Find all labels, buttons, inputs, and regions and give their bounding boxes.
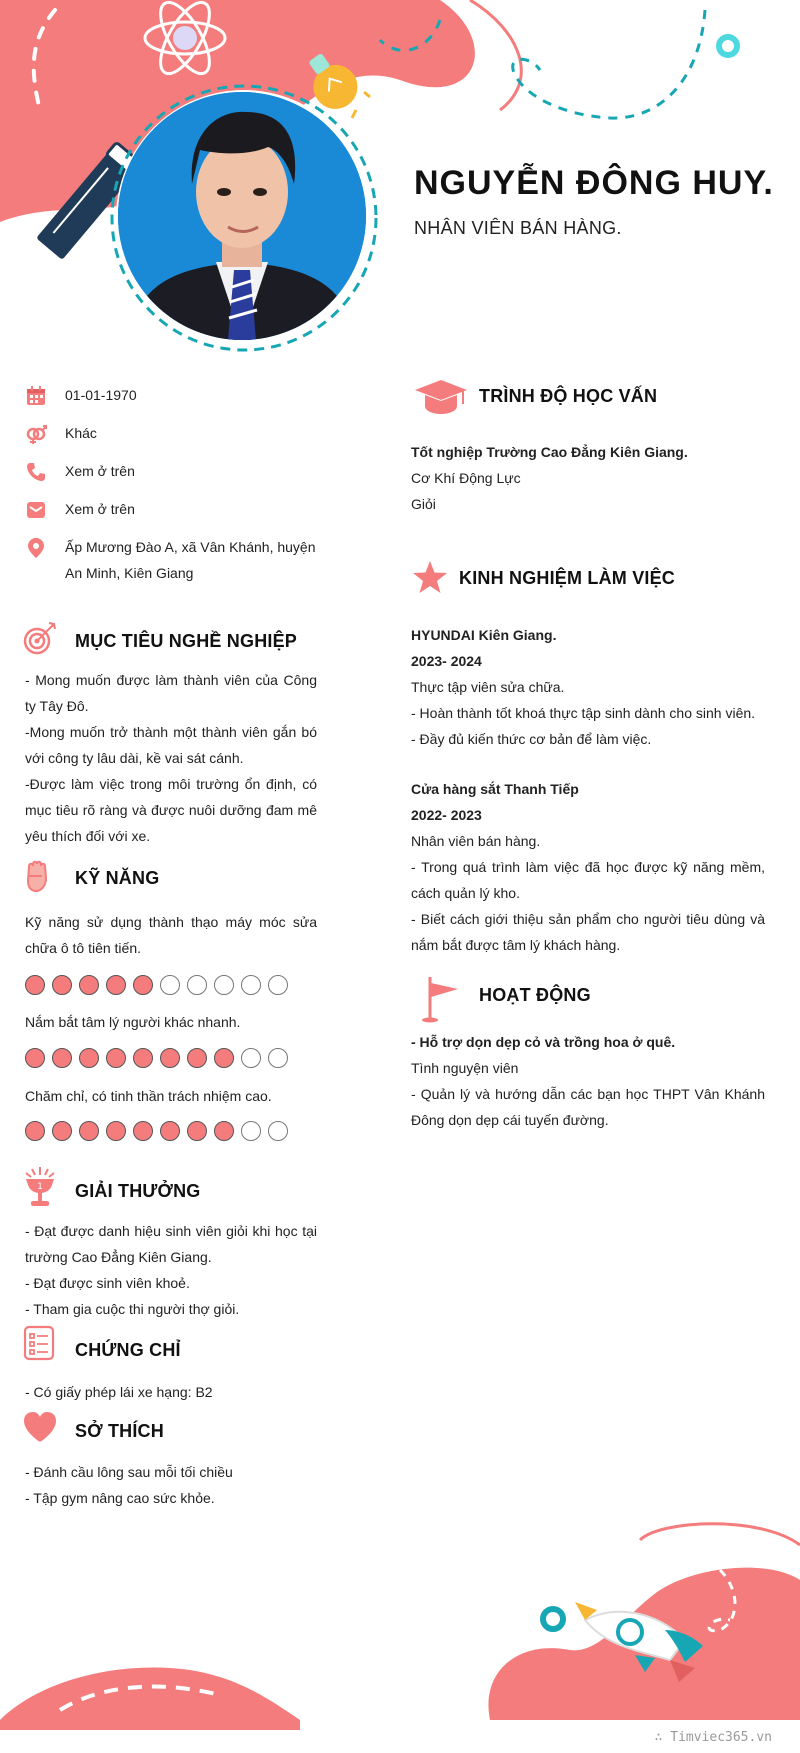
- avatar: [118, 92, 366, 340]
- job-detail: - Trong quá trình làm việc đã học được kỹ năng mềm, cách quản lý kho.: [411, 859, 765, 901]
- skill-dot-filled: [187, 1048, 207, 1068]
- skill-dot-filled: [79, 1048, 99, 1068]
- job-detail: - Biết cách giới thiệu sản phẩm cho người tiêu dùng và nắm bắt được tâm lý khách hàng.: [411, 911, 765, 953]
- skill-dot-filled: [160, 1048, 180, 1068]
- award-line: - Đạt được danh hiệu sinh viên giỏi khi học tại trường Cao Đẳng Kiên Giang.: [25, 1223, 317, 1265]
- skill-name: Nắm bắt tâm lý người khác nhanh.: [25, 1014, 241, 1030]
- skill-dot-filled: [106, 1121, 126, 1141]
- skill-dot-filled: [106, 975, 126, 995]
- skill-dot-filled: [133, 1121, 153, 1141]
- skill-dot-filled: [214, 1048, 234, 1068]
- skill-dot-empty: [187, 975, 207, 995]
- education-grade: Giỏi: [411, 496, 436, 512]
- job-company: HYUNDAI Kiên Giang.: [411, 627, 557, 643]
- activity-headline: - Hỗ trợ dọn dẹp cỏ và trồng hoa ở quê.: [411, 1034, 676, 1050]
- skill-dot-filled: [106, 1048, 126, 1068]
- skill-rating: [25, 1121, 288, 1141]
- svg-text:1: 1: [37, 1182, 43, 1192]
- skill-name: Kỹ năng sử dụng thành thạo máy móc sửa chữa ô tô tiên tiến.: [25, 914, 317, 956]
- email-text: Xem ở trên: [65, 501, 135, 517]
- job-period: 2022- 2023: [411, 807, 482, 823]
- calendar-icon: [25, 385, 47, 407]
- skill-dot-empty: [268, 975, 288, 995]
- activities-title: HOẠT ĐỘNG: [479, 985, 591, 1005]
- skill-dot-filled: [214, 1121, 234, 1141]
- location-icon: [25, 537, 47, 559]
- checklist-icon: [22, 1325, 58, 1361]
- skill-dot-filled: [52, 1121, 72, 1141]
- skill-dot-filled: [79, 1121, 99, 1141]
- objective-line: - Mong muốn được làm thành viên của Công ty Tây Đô.: [25, 672, 317, 714]
- certificates-title: CHỨNG CHỈ: [75, 1340, 181, 1360]
- experience-title: KINH NGHIỆM LÀM VIỆC: [459, 568, 676, 588]
- hobby-line: - Đánh cầu lông sau mỗi tối chiều: [25, 1464, 233, 1480]
- objective-line: -Được làm việc trong môi trường ổn định, có mục tiêu rõ ràng và được nuôi dưỡng đam mê yêu thích đối với xe.: [25, 776, 317, 844]
- hobbies-title: SỞ THÍCH: [75, 1421, 164, 1441]
- skill-dot-filled: [25, 1121, 45, 1141]
- skill-dot-filled: [25, 975, 45, 995]
- education-body: [411, 439, 765, 517]
- skill-dot-filled: [25, 1048, 45, 1068]
- flag-icon: [420, 975, 464, 1023]
- heart-icon: [22, 1410, 58, 1446]
- gender-text: Khác: [65, 425, 97, 441]
- rocket-icon: [575, 1600, 715, 1700]
- email-icon: [25, 499, 47, 521]
- skill-dot-empty: [268, 1121, 288, 1141]
- award-line: - Đạt được sinh viên khoẻ.: [25, 1275, 190, 1291]
- watermark: ∴ Timviec365.vn: [654, 1730, 772, 1745]
- experience-job: [411, 622, 765, 752]
- hobbies-body: [25, 1459, 317, 1511]
- activities-body: [411, 1029, 765, 1133]
- target-icon: [22, 620, 58, 656]
- skill-rating: [25, 1048, 288, 1068]
- job-detail: - Hoàn thành tốt khoá thực tập sinh dành cho sinh viên.: [411, 705, 756, 721]
- person-photo: [118, 92, 366, 340]
- skill-dot-filled: [52, 1048, 72, 1068]
- atom-icon: [140, 0, 230, 80]
- skill-dot-filled: [52, 975, 72, 995]
- activity-role: Tình nguyện viên: [411, 1060, 519, 1076]
- objective-line: -Mong muốn trở thành một thành viên gắn bó với công ty lâu dài, kề vai sát cánh.: [25, 724, 317, 766]
- trophy-icon: [22, 1165, 58, 1209]
- skill-dot-filled: [79, 975, 99, 995]
- skills-title: KỸ NĂNG: [75, 868, 160, 888]
- birthdate-text: 01-01-1970: [65, 387, 137, 403]
- phone-text: Xem ở trên: [65, 463, 135, 479]
- address-text: Ấp Mương Đào A, xã Vân Khánh, huyện An Minh, Kiên Giang: [65, 539, 316, 581]
- award-line: - Tham gia cuộc thi người thợ giỏi.: [25, 1301, 240, 1317]
- skill-name: Chăm chỉ, có tinh thần trách nhiệm cao.: [25, 1088, 272, 1104]
- skill-dot-empty: [241, 1121, 261, 1141]
- job-company: Cửa hàng sắt Thanh Tiếp: [411, 781, 579, 797]
- graduation-cap-icon: [413, 378, 469, 416]
- experience-job: [411, 776, 765, 958]
- skill-dot-filled: [187, 1121, 207, 1141]
- job-detail: - Đầy đủ kiến thức cơ bản để làm việc.: [411, 731, 652, 747]
- skill-dot-empty: [160, 975, 180, 995]
- job-period: 2023- 2024: [411, 653, 482, 669]
- job-role: Nhân viên bán hàng.: [411, 833, 541, 849]
- job-role: Thực tập viên sửa chữa.: [411, 679, 565, 695]
- skill-dot-empty: [241, 1048, 261, 1068]
- skill-dot-empty: [214, 975, 234, 995]
- education-title: TRÌNH ĐỘ HỌC VẤN: [479, 386, 658, 406]
- awards-title: GIẢI THƯỞNG: [75, 1181, 201, 1201]
- activity-detail: - Quản lý và hướng dẫn các bạn học THPT Vân Khánh Đông dọn dẹp cái tuyến đường.: [411, 1086, 765, 1128]
- objective-body: [25, 667, 317, 849]
- education-school: Tốt nghiệp Trường Cao Đẳng Kiên Giang.: [411, 444, 688, 460]
- skill-rating: [25, 975, 288, 995]
- skill-dot-filled: [133, 975, 153, 995]
- phone-icon: [25, 461, 47, 483]
- skill-dot-filled: [133, 1048, 153, 1068]
- fist-icon: [20, 858, 56, 894]
- awards-body: [25, 1218, 317, 1322]
- education-major: Cơ Khí Động Lực: [411, 470, 521, 486]
- job-title: NHÂN VIÊN BÁN HÀNG.: [414, 218, 622, 238]
- gender-icon: [25, 423, 47, 445]
- candidate-name: NGUYỄN ĐÔNG HUY.: [414, 164, 774, 202]
- skill-dot-empty: [241, 975, 261, 995]
- skill-dot-empty: [268, 1048, 288, 1068]
- certificate-line: - Có giấy phép lái xe hạng: B2: [25, 1384, 213, 1400]
- skill-dot-filled: [160, 1121, 180, 1141]
- hobby-line: - Tập gym nâng cao sức khỏe.: [25, 1490, 215, 1506]
- objective-title: MỤC TIÊU NGHỀ NGHIỆP: [75, 631, 298, 651]
- star-icon: [412, 560, 448, 594]
